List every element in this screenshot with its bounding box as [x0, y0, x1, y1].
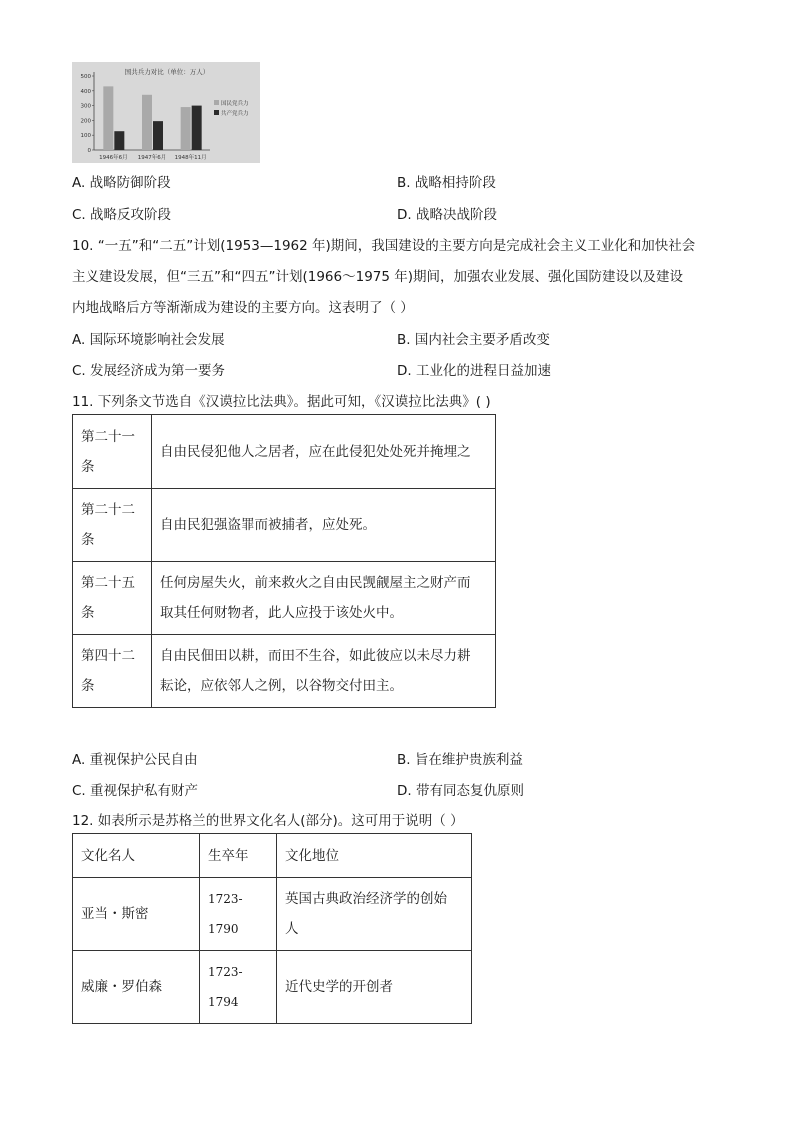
q10-option-b: B. 国内社会主要矛盾改变 [397, 332, 550, 348]
article-cell [73, 635, 152, 708]
table-row [73, 878, 472, 951]
article-cell [73, 562, 152, 635]
column-header-status: 文化地位 [277, 834, 472, 878]
chart-legend [214, 99, 249, 117]
article-text-cell [152, 489, 496, 562]
article-text: 自由民侵犯他人之居者，应在此侵犯处处死并掩埋之 [160, 443, 471, 460]
q10-option-a: A. 国际环境影响社会发展 [72, 332, 225, 348]
article-label: 条 [81, 678, 95, 694]
article-text: 任何房屋失火，前来救火之自由民觊觎屋主之财产而 [160, 575, 471, 591]
table-row [73, 562, 496, 635]
q11-option-d: D. 带有同态复仇原则 [397, 783, 524, 799]
table-header-row [73, 834, 472, 878]
bar-cpc [114, 131, 124, 150]
article-label: 第二十二 [81, 502, 135, 518]
article-label: 条 [81, 532, 95, 548]
figure-status [277, 878, 472, 951]
x-tick-label: 1947年6月 [137, 155, 167, 161]
status-text: 英国古典政治经济学的创始 [285, 891, 447, 907]
article-label: 第四十二 [81, 648, 135, 664]
article-label: 第二十五 [81, 575, 135, 591]
y-tick-label: 500 [80, 74, 91, 80]
article-label: 条 [81, 458, 95, 475]
q11-option-b: B. 旨在维护贵族利益 [397, 752, 523, 768]
bar-cpc [192, 106, 202, 150]
figure-years [200, 878, 277, 951]
chart-bars [103, 86, 201, 150]
y-tick-label: 400 [80, 88, 91, 95]
q11-option-a: A. 重视保护公民自由 [72, 752, 198, 768]
article-text: 自由民犯强盗罪而被捕者，应处死。 [160, 517, 376, 533]
y-tick-label: 200 [80, 118, 91, 125]
q11-option-c: C. 重视保护私有财产 [72, 783, 199, 799]
q10-option-c: C. 发展经济成为第一要务 [72, 363, 226, 379]
legend-swatch [214, 100, 219, 105]
figure-name: 威廉・罗伯森 [73, 951, 200, 1024]
law-table [72, 414, 496, 708]
legend-label: 共产党兵力 [221, 111, 249, 117]
article-label: 第二十一 [81, 428, 135, 445]
figure-name: 亚当・斯密 [73, 878, 200, 951]
q12-stem: 12. 如表所示是苏格兰的世界文化名人(部分)。这可用于说明（ ） [72, 813, 464, 829]
x-tick-label: 1948年11月 [174, 155, 207, 161]
y-tick-label: 100 [80, 133, 91, 140]
q9-option-c: C. 战略反攻阶段 [72, 207, 172, 223]
status-text: 近代史学的开创者 [285, 979, 393, 995]
article-text: 耘论，应依邻人之例，以谷物交付田主。 [160, 678, 403, 694]
chart-title: 国共兵力对比（单位：万人） [124, 68, 210, 76]
article-text: 取其任何财物者，此人应投于该处火中。 [160, 605, 403, 621]
q9-option-a: A. 战略防御阶段 [72, 175, 171, 191]
article-text: 自由民佃田以耕，而田不生谷，如此彼应以未尽力耕 [160, 648, 471, 664]
status-text: 人 [285, 921, 299, 937]
legend-label: 国民党兵力 [221, 101, 249, 107]
q11-stem: 11. 下列条文节选自《汉谟拉比法典》。据此可知，《汉谟拉比法典》( ) [72, 394, 491, 410]
q10-stem-line3: 内地战略后方等渐渐成为建设的主要方向。这表明了（ ） [72, 300, 414, 316]
bar-cpc [153, 121, 163, 150]
article-cell [73, 489, 152, 562]
y-tick-label: 0 [87, 148, 91, 154]
x-tick-label: 1946年6月 [99, 155, 128, 161]
column-header-name: 文化名人 [73, 834, 200, 878]
year-text: 1723- [208, 965, 243, 979]
table-row [73, 951, 472, 1024]
q9-option-b: B. 战略相持阶段 [397, 175, 496, 191]
y-tick-label: 300 [80, 103, 91, 110]
bar-kmt [181, 107, 191, 150]
bar-chart [72, 62, 260, 163]
article-text-cell [152, 415, 496, 489]
figure-years [200, 951, 277, 1024]
q9-option-d: D. 战略决战阶段 [397, 207, 497, 223]
chart-svg [72, 62, 260, 163]
figures-table [72, 833, 472, 1024]
q10-option-d: D. 工业化的进程日益加速 [397, 363, 551, 379]
table-row [73, 635, 496, 708]
article-label: 条 [81, 605, 95, 621]
q10-stem-line1: 10. “一五”和“二五”计划(1953—1962 年)期间，我国建设的主要方向是完成社会主义工业化和加快社会 [72, 238, 696, 254]
article-cell [73, 415, 152, 489]
bar-kmt [103, 86, 113, 150]
table-row [73, 489, 496, 562]
year-text: 1794 [208, 995, 239, 1009]
table-row [73, 415, 496, 489]
legend-swatch [214, 110, 219, 115]
article-text-cell [152, 635, 496, 708]
bar-kmt [142, 95, 152, 150]
article-text-cell [152, 562, 496, 635]
column-header-years: 生卒年 [200, 834, 277, 878]
q10-stem-line2: 主义建设发展，但“三五”和“四五”计划(1966～1975 年)期间，加强农业发展、强化国防建设以及建设 [72, 269, 684, 285]
year-text: 1723- [208, 892, 243, 906]
year-text: 1790 [208, 922, 239, 936]
figure-status [277, 951, 472, 1024]
